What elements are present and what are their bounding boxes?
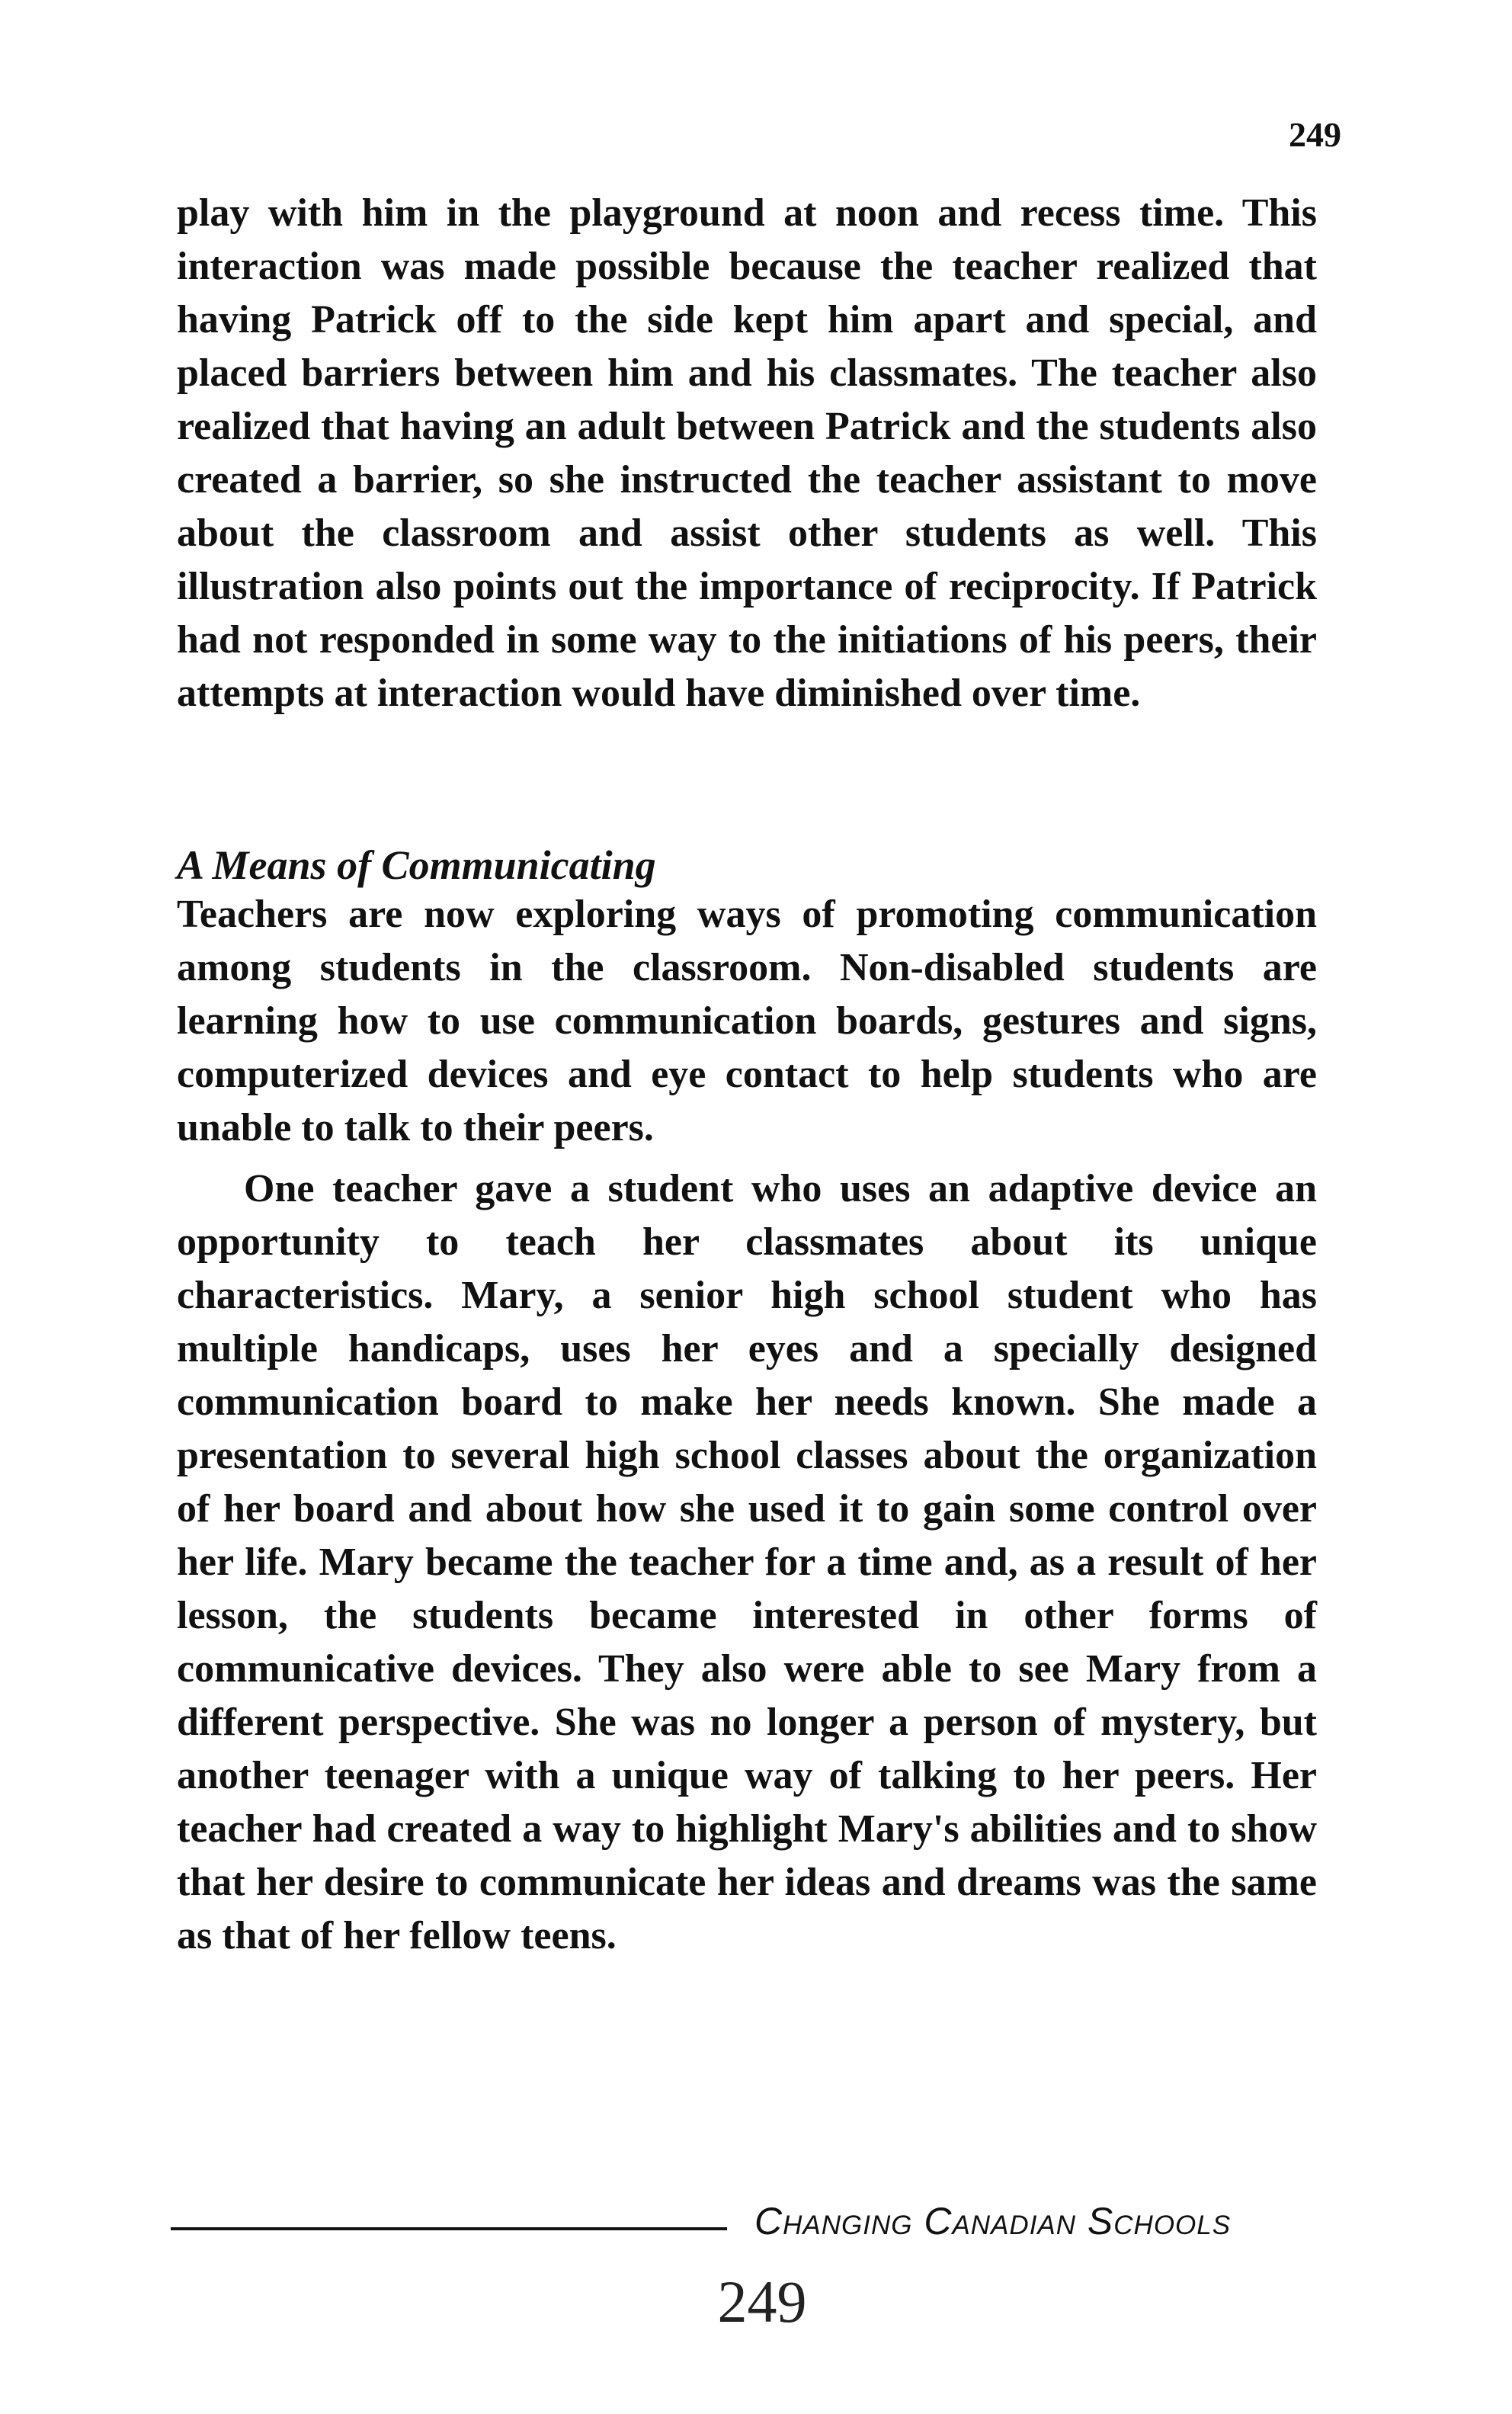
section-heading: A Means of Communicating: [177, 842, 656, 888]
page-number-top: 249: [1289, 115, 1341, 154]
footer-book-title: Changing Canadian Schools: [754, 2200, 1232, 2242]
paragraph-communication: Teachers are now exploring ways of promoting communication among students in the classroom. Non-disabled students are learning how to use communication boards, gestures and signs, computerized devices and eye contact to help students who are unable to talk to their peers.: [177, 893, 1317, 1149]
footer-rule: [171, 2227, 727, 2230]
paragraph-mary: One teacher gave a student who uses an adaptive device an opportunity to teach her classmates about its unique characteristics. Mary, a senior high school student who has multiple handicaps, uses her eyes and a specially designed communication board to make her needs known. She made a presentation to several high school classes about the organization of her board and about how she used it to gain some control over her life. Mary became the teacher for a time and, as a result of her lesson, the students became interested in other forms of communicative devices. They also were able to see Mary from a different perspective. She was no longer a person of mystery, but another teenager with a unique way of talking to her peers. Her teacher had created a way to highlight Mary's abilities and to show that her desire to communicate her ideas and dreams was the same as that of her fellow teens.: [177, 1167, 1317, 1957]
paragraph-reciprocity: play with him in the playground at noon and recess time. This interaction was made possible because the teacher realized that having Patrick off to the side kept him apart and special, and placed barriers between him and his classmates. The teacher also realized that having an adult between Patrick and the students also created a barrier, so she instructed the teacher assistant to move about the classroom and assist other students as well. This illustration also points out the importance of reciprocity. If Patrick had not responded in some way to the initiations of his peers, their attempts at interaction would have diminished over time.: [177, 191, 1317, 715]
page-number-bottom: 249: [717, 2268, 807, 2335]
